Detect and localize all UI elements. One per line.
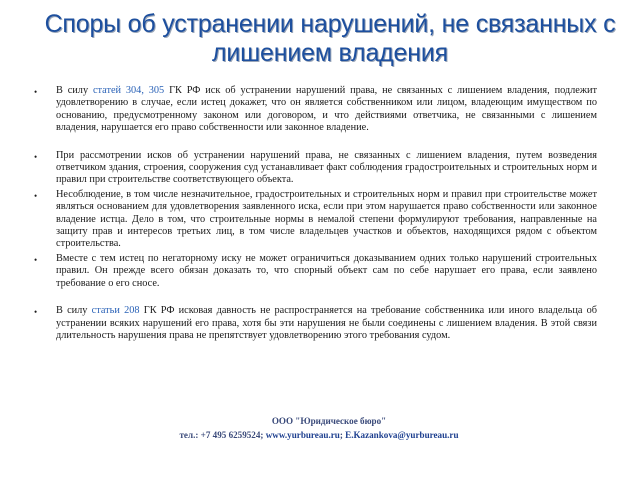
footer-email-link[interactable]: E.Kazankova@yurbureau.ru [345,430,459,440]
bullet-text-post: ГК РФ иск об устранении нарушений права, не связанных с лишением владения, подлежит удовлетворению в случае, если истец докажет, что он является собственником или лицом, владеющим имуществом по основанию, предусмотренному законом или договором, и что действиями ответчика, не связанными с лишением владения, нарушается его право собственности или законное владение. [56,85,598,134]
bullet-text-post: ГК РФ исковая давность не распространяется на требование собственника или иного владельца об устранении всяких нарушений его права, хотя бы эти нарушения не были соединены с лишением владения. В этой связи длительность нарушения права не препятствует удовлетворению этого требования судом. [56,305,597,341]
bullet-text: Вместе с тем истец по негаторному иску не может ограничиться доказыванием одних только нарушений строительных правил. Он прежде всего обязан доказать то, что спорный объект сам по себе нарушает его права, если заявлено требование о его сносе. [56,252,597,289]
footer-separator: ; [339,430,346,440]
footer-org: ООО "Юридическое бюро" [271,416,387,426]
footer-phone: тел.: +7 495 6259524; [179,430,266,440]
bullet-item [34,85,597,135]
bullet-dot-icon: • [34,190,38,201]
bullet-text-pre: В силу [56,305,92,317]
bullet-item [34,150,597,187]
bullet-text: Несоблюдение, в том числе незначительное, градостроительных и строительных норм и правил при строительстве может являться основанием для удовлетворения заявленного иска, если при этом нарушается право собственности или законное владение истца. Дело в том, что строительные нормы в немалой степени формулируют требования, направленные на защиту прав и интересов третьих лиц, в том числе владельцев участков и объектов, находящихся рядом с объектом строительства. [56,188,597,250]
bullet-dot-icon: • [34,87,38,97]
bullet-item [34,305,597,342]
bullet-dot-icon: • [34,151,38,162]
bullet-item [34,189,597,251]
bullet-list [34,85,597,342]
bullet-dot-icon: • [34,254,38,265]
footer-site-link[interactable]: www.yurbureau.ru [265,430,340,440]
slide-title: Споры об устранении нарушений, не связанных с лишением владения [44,10,616,67]
bullet-item [34,253,597,290]
law-link[interactable]: статьи 208 [91,305,140,317]
bullet-dot-icon: • [34,307,38,318]
law-link[interactable]: статей 304, 305 [92,85,165,96]
footer [0,414,638,442]
bullet-text-pre: В силу [56,85,93,96]
bullet-text: При рассмотрении исков об устранении нарушений права, не связанных с лишением владения, путем возведения ответчиком здания, строения, сооружения суд устанавливает факт соблюдения градостроительных и строительных норм и правил при строительстве соответствующего объекта. [56,149,597,186]
